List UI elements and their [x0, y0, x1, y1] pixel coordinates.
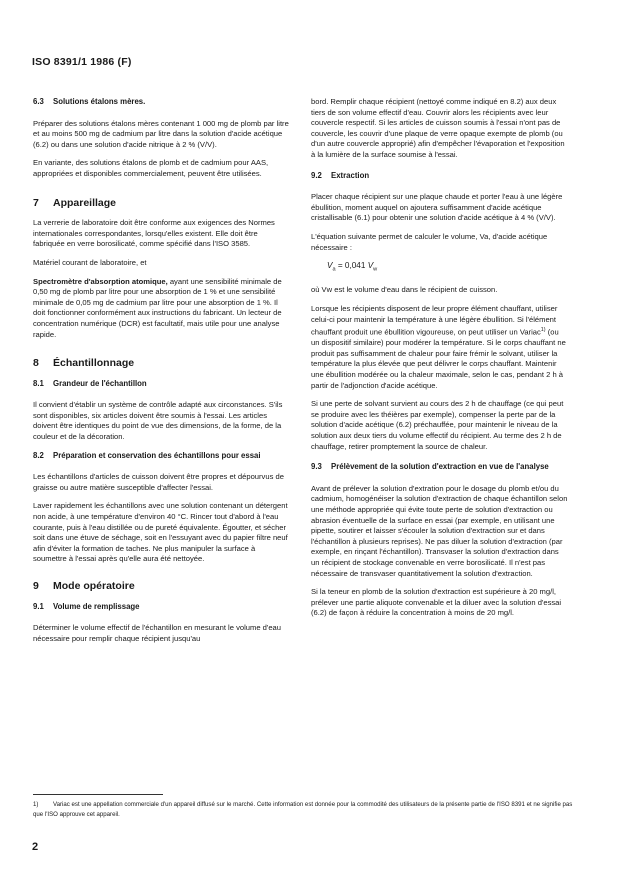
formula-variable: V	[327, 261, 333, 271]
paragraph: Les échantillons d'articles de cuisson doivent être propres et dépourvus de graisse ou autre matière susceptible d'affecter l'essai.	[33, 472, 284, 492]
footnote-divider	[33, 794, 163, 795]
section-7-heading	[33, 198, 291, 209]
paragraph: bord. Remplir chaque récipient (nettoyé comme indiqué en 8.2) aux deux tiers de son volume effectif d'eau. Couvrir alors les récipients avec leur couvercle respectif. Si les articles de cuisson soumis à l'essai n'ont pas de couvercle, les couvrir d'une plaque de verre opaque exempte de plomb (ou d'un autre couvercle approprié) afin d'empêcher l'évaporation et l'exposition à la lumière de la surface soumise à l'essai.	[311, 97, 565, 159]
paragraph: Laver rapidement les échantillons avec une solution contenant un détergent non acide, à une température d'environ 40 °C. Rincer tout d'abord à l'eau courante, puis à l'eau distillée ou de pureté équivalente. Égoutter, et sécher soit dans une étuve de séchage, soit en l'essuyant avec du papier filtre neuf afin d'éviter la formation de taches. Ne plus manipuler la surface à soumettre à l'essai après qu'elle aura été nettoyée.	[33, 501, 288, 564]
section-title: Mode opératoire	[53, 580, 135, 592]
section-9-2-heading	[311, 171, 569, 182]
document-header: ISO 8391/1 1986 (F)	[32, 56, 132, 68]
section-number: 9.3	[311, 462, 322, 472]
footnote-marker: 1)	[33, 801, 39, 808]
paragraph: La verrerie de laboratoire doit être conforme aux exigences des Normes internationales correspondantes, lorsqu'elles existent. Elle doit être fabriquée en verre borosilicaté, comme spécifié dans l'ISO 3585.	[33, 218, 275, 249]
paragraph-text: (ou un dispositif similaire) pour modérer la température. Si le corps chauffant ne produit pas suffisamment de chaleur pour faire frémir le solvant, utiliser la température la plus élevée que peut délivrer le corps chauffant. Maintenir une ébullition modérée ou la chaleur maximale, selon le cas, pendant 2 h à partir de l'adjonction d'acide acétique.	[311, 327, 566, 390]
volume-formula	[327, 261, 569, 275]
paragraph	[33, 277, 291, 341]
section-title: Volume de remplissage	[53, 601, 140, 611]
paragraph-text: Lorsque les récipients disposent de leur propre élément chauffant, utiliser celui-ci pour maintenir la température à une légère ébullition. Si l'élément chauffant produit une ébullition vigoureuse, on peut utiliser un Variac	[311, 303, 558, 337]
paragraph: Préparer des solutions étalons mères contenant 1 000 mg de plomb par litre et au moins 500 mg de cadmium par litre dans la solution d'acide acétique (6.2) ou dans une solution d'acide nitrique à 2 % (V/V).	[33, 118, 289, 149]
section-8-2-heading	[33, 451, 291, 462]
section-number: 8.2	[33, 450, 44, 460]
paragraph: Avant de prélever la solution d'extration pour le dosage du plomb et/ou du cadmium, homogénéiser la solution d'extraction de chaque échantillon selon une méthode appropriée qui évite toute perte de solution d'extraction ou abrasion éventuelle de la surface en essai (par exemple, en utilisant une pipette, soutirer et laisser s'écouler la solution d'extraction sur et dans l'échantillon à plusieurs reprises). Ne pas diluer la solution d'extraction (par exemple, en rinçant l'échantillon). Transvaser la solution d'extraction dans un récipient de stockage convenable en verre borosilicaté. Il n'est pas nécessaire de transvaser quantitativement la solution d'extraction.	[311, 483, 568, 578]
section-title: Solutions étalons mères.	[53, 97, 146, 106]
section-9-1-heading	[33, 602, 291, 613]
paragraph: Placer chaque récipient sur une plaque chaude et porter l'eau à une légère ébullition, moment auquel on ajoutera suffisamment d'acide acétique cristallisable (6.1) pour obtenir une solution d'acide acétique à 4 % (V/V).	[311, 192, 563, 223]
instrument-name: Spectromètre d'absorption atomique,	[33, 276, 168, 286]
section-number: 9.2	[311, 170, 322, 180]
section-title: Grandeur de l'échantillon	[53, 378, 147, 388]
section-9-3-heading	[311, 462, 569, 473]
paragraph: En variante, des solutions étalons de plomb et de cadmium pour AAS, appropriées et disponibles commercialement, peuvent être utilisées.	[33, 158, 269, 178]
left-column	[33, 97, 291, 652]
footnote-text: Variac est une appellation commerciale d'un appareil diffusé sur le marché. Cette information est donnée pour la commodité des utilisateurs de la présente partie de l'ISO 8391 et ne signifie pas que l'ISO approuve cet appareil.	[33, 801, 573, 818]
section-number: 7	[33, 196, 39, 209]
paragraph: Déterminer le volume effectif de l'échantillon en mesurant le volume d'eau nécessaire pour remplir chaque récipient jusqu'au	[33, 623, 282, 643]
formula-variable: V	[367, 261, 374, 271]
paragraph: L'équation suivante permet de calculer le volume, Va, d'acide acétique nécessaire :	[311, 231, 548, 252]
section-6-3-heading	[33, 97, 291, 108]
section-title: Préparation et conservation des échantillons pour essai	[53, 450, 261, 460]
formula-operator: = 0,041	[335, 261, 368, 271]
paragraph	[311, 304, 569, 391]
right-column	[311, 97, 569, 627]
paragraph: où Vw est le volume d'eau dans le récipient de cuisson.	[311, 285, 498, 295]
section-title: Extraction	[331, 170, 370, 180]
paragraph: Matériel courant de laboratoire, et	[33, 257, 147, 267]
formula-subscript: w	[373, 266, 378, 273]
section-9-heading	[33, 581, 291, 592]
page-number: 2	[32, 841, 39, 853]
section-number: 9	[33, 580, 39, 592]
footnote-reference: 1)	[540, 327, 546, 334]
section-number: 8	[33, 357, 39, 370]
paragraph: Il convient d'établir un système de contrôle adapté aux circonstances. S'ils sont disponibles, six articles doivent être soumis à l'essai. Les articles doivent être identiques du point de vue des dimensions, de la forme, de la couleur et de la décoration.	[33, 400, 283, 442]
section-8-heading	[33, 358, 291, 369]
section-title: Échantillonnage	[53, 357, 135, 370]
paragraph: Si une perte de solvant survient au cours des 2 h de chauffage (ce qui peut se produire avec les théières par exemple), compenser la perte par de la solution d'acide acétique (6.2) préchauffée, pour maintenir le niveau de la solution aux deux tiers du volume effectif du récipient. Au terme des 2 h de chauffage, retirer promptement la source de chaleur.	[311, 399, 564, 451]
section-title: Prélèvement de la solution d'extraction en vue de l'analyse	[331, 462, 549, 472]
section-number: 6.3	[33, 97, 44, 106]
section-8-1-heading	[33, 379, 291, 390]
instrument-description: ayant une sensibilité minimale de 0,50 mg de plomb par litre pour une absorption de 1 % et une sensibilité minimale de 0,05 mg de cadmium par litre pour une absorption de 1 %. Il doit fonctionner conformément aux instructions du fabricant. Un lecteur de concentration numérique (DCR) est facultatif, mais utile pour une analyse rapide.	[33, 276, 282, 339]
footnote	[33, 800, 573, 819]
section-number: 9.1	[33, 601, 44, 611]
section-title: Appareillage	[53, 196, 117, 209]
paragraph: Si la teneur en plomb de la solution d'extraction est supérieure à 20 mg/l, prélever une partie aliquote convenable et la diluer avec la solution d'essai (6.2) de façon à réduire la concentration à moins de 20 mg/l.	[311, 587, 562, 618]
section-number: 8.1	[33, 378, 44, 388]
formula-subscript: a	[332, 266, 336, 273]
